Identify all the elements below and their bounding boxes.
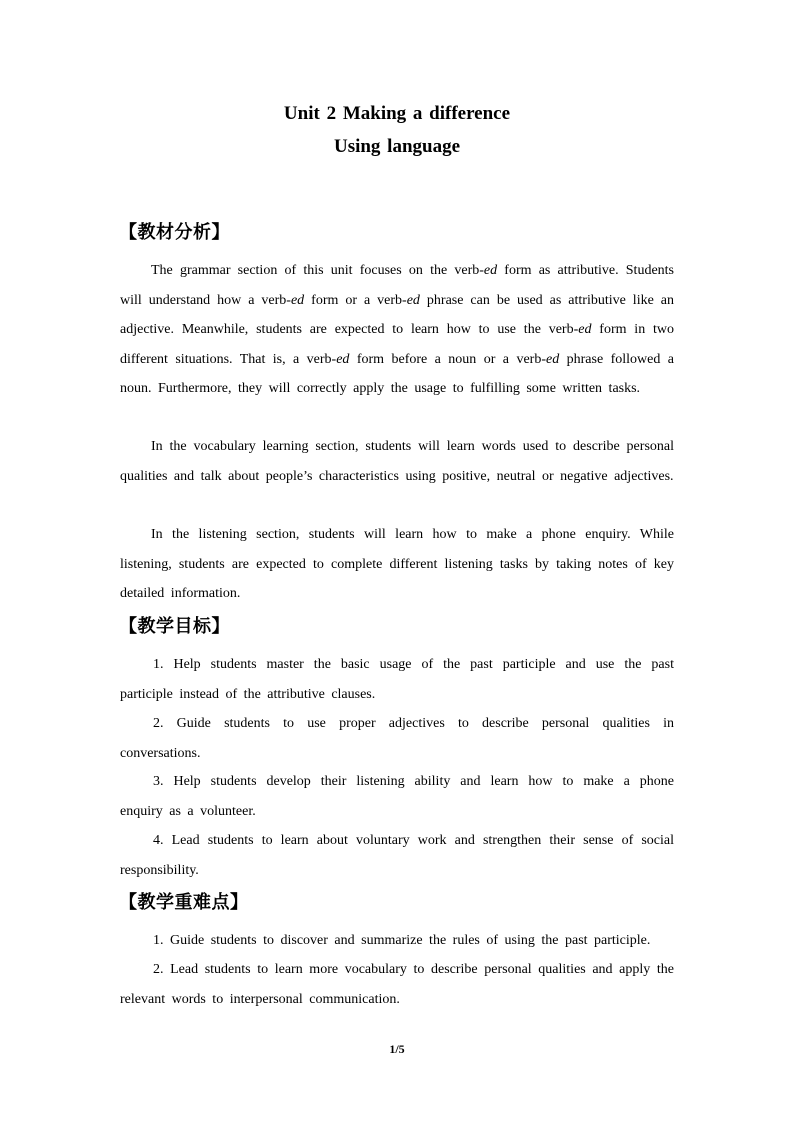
objective-item-3: 3. Help students develop their listening ability and learn how to make a phone enquiry as a volunteer. [120, 774, 674, 819]
document-title: Unit 2 Making a difference [283, 103, 511, 124]
objective-item-1: 1. Help students master the basic usage of the past participle and use the past participle instead of the attributive clauses. [120, 657, 674, 702]
key-point-item-2: 2. Lead students to learn more vocabulary to describe personal qualities and apply the relevant words to interpersonal communication. [120, 962, 674, 1007]
analysis-paragraph-3: In the listening section, students will learn how to make a phone enquiry. While listening, students are expected to complete different listening tasks by taking notes of key detailed information. [120, 527, 674, 601]
objective-item-2: 2. Guide students to use proper adjectives to describe personal qualities in conversations. [120, 716, 674, 761]
document-subtitle: Using language [333, 136, 461, 157]
page-number: 1/5 [389, 1042, 405, 1056]
analysis-paragraph-2: In the vocabulary learning section, students will learn words used to describe personal qualities and talk about people’s characteristics using positive, neutral or negative adjectives. [120, 439, 674, 484]
key-point-item-1: 1. Guide students to discover and summarize the rules of using the past participle. [153, 933, 651, 948]
section-heading-key-points: 【教学重难点】 [119, 892, 249, 913]
analysis-paragraph-1: The grammar section of this unit focuses on the verb-ed form as attributive. Students will understand how a verb-ed form or a verb-ed phrase can be used as attributive like an adjective. Meanwhile, students are expected to learn how to use the verb-ed form in two different situations. That is, a verb-ed form before a noun or a verb-ed phrase followed a noun. Furthermore, they will correctly apply the usage to fulfilling some written tasks. [120, 263, 675, 396]
section-heading-analysis: 【教材分析】 [119, 222, 230, 243]
section-heading-objectives: 【教学目标】 [119, 616, 230, 637]
objective-item-4: 4. Lead students to learn about voluntary work and strengthen their sense of social responsibility. [120, 833, 674, 878]
